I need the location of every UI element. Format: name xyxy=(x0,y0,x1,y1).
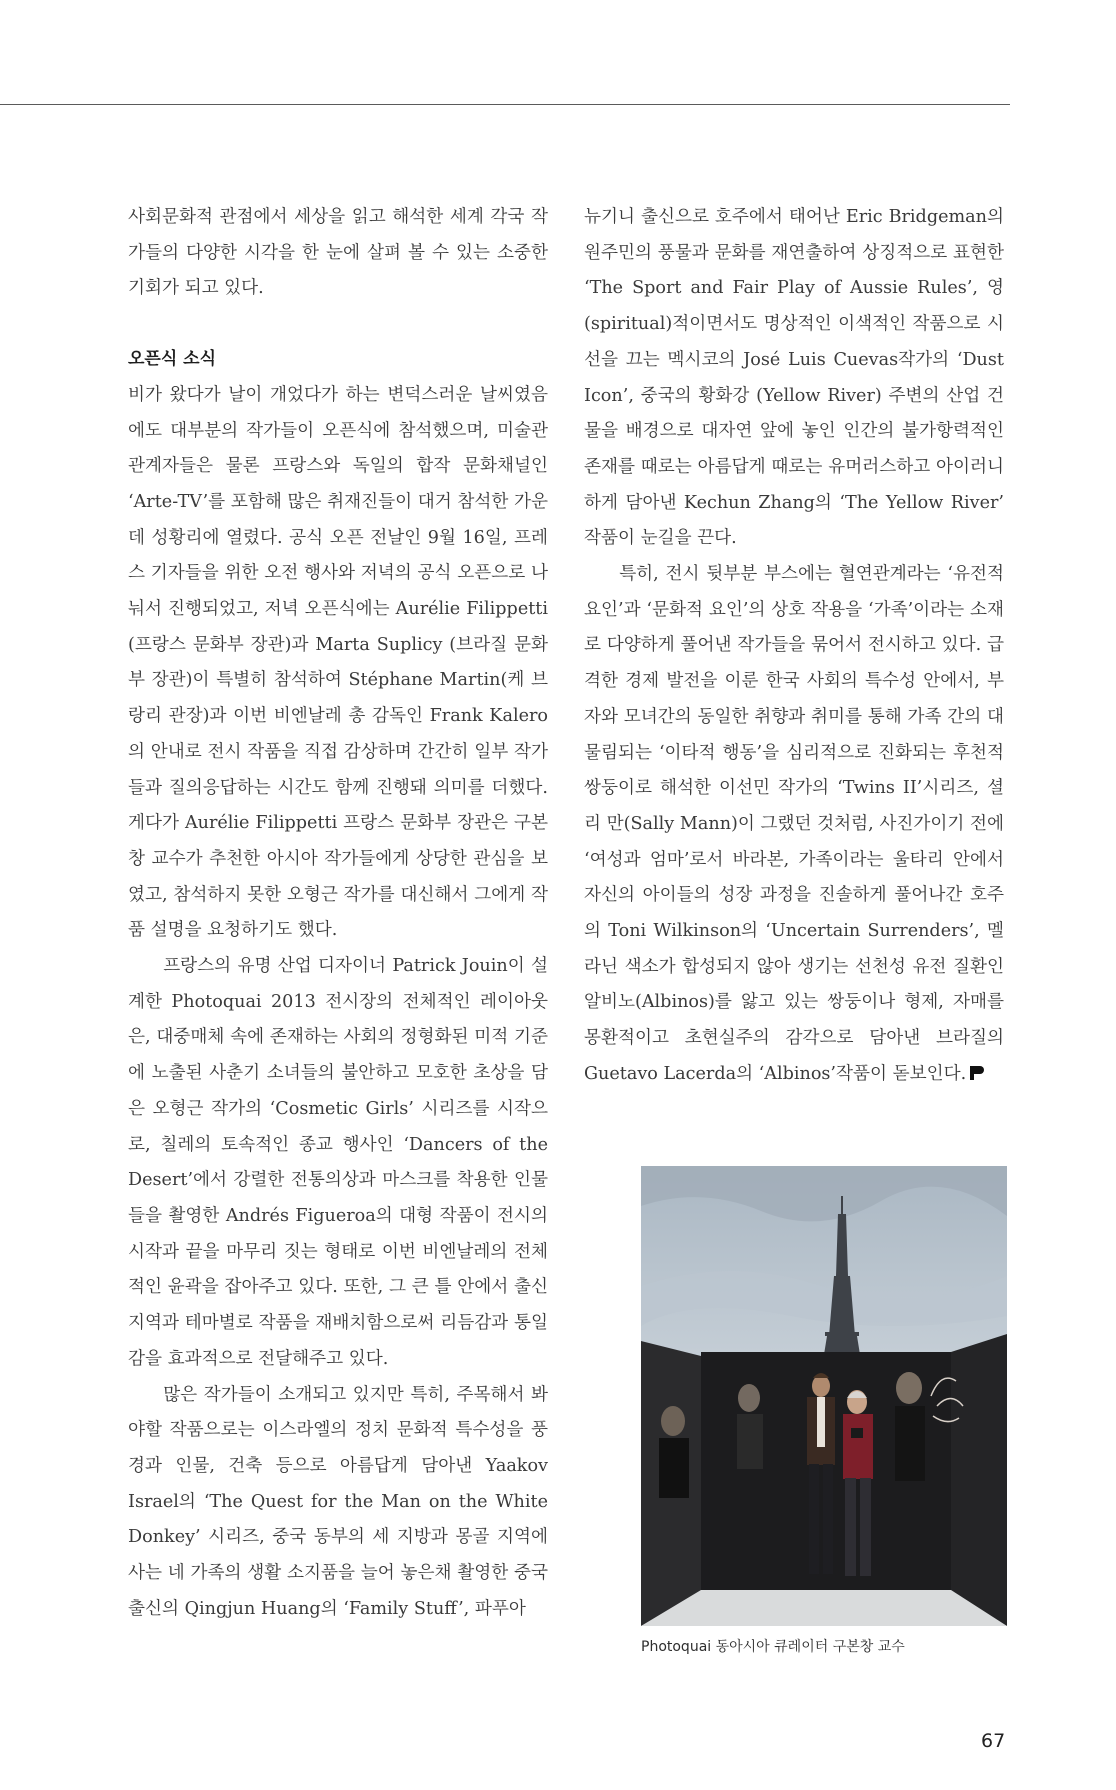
body-paragraph xyxy=(584,557,1004,1093)
article-end-icon xyxy=(970,1066,984,1080)
section-heading: 오픈식 소식 xyxy=(128,349,217,370)
body-paragraph-text: 특히, 전시 뒷부분 부스에는 혈연관계라는 ‘유전적 요인’과 ‘문화적 요인’의 상호 작용을 ‘가족’이라는 소재로 다양하게 풀어낸 작가들을 묶어서 전시하고 있다. 급격한 경제 발전을 이룬 한국 사회의 특수성 안에서, 부자와 모녀간의 동일한 취향과 취미를 통해 가족 간의 대물림되는 ‘이타적 행동’을 심리적으로 진화되는 후천적 쌍둥이로 해석한 이선민 작가의 ‘Twins II’시리즈, 셜리 만(Sally Mann)이 그랬던 것처럼, 사진가이기 전에 ‘여성과 엄마’로서 바라본, 가족이라는 울타리 안에서 자신의 아이들의 성장 과정을 진솔하게 풀어나간 호주의 Toni Wilkinson의 ‘Uncertain Surrenders’, 멜라닌 색소가 합성되지 않아 생기는 선천성 유전 질환인 알비노(Albinos)를 앓고 있는 쌍둥이나 형제, 자매를 몽환적이고 초현실주의 감각으로 담아낸 브라질의 Guetavo Lacerda의 ‘Albinos’작품이 돋보인다. xyxy=(584,564,1004,1084)
left-column xyxy=(128,200,548,1627)
exhibition-photo xyxy=(641,1166,1007,1626)
header-rule xyxy=(0,104,1010,105)
exhibition-photo-illustration xyxy=(641,1166,1007,1626)
body-paragraph: 비가 왔다가 날이 개었다가 하는 변덕스러운 날씨였음에도 대부분의 작가들이 오픈식에 참석했으며, 미술관 관계자들은 물론 프랑스와 독일의 합작 문화채널인 ‘Arte-TV’를 포함해 많은 취재진들이 대거 참석한 가운데 성황리에 열렸다. 공식 오픈 전날인 9월 16일, 프레스 기자들을 위한 오전 행사와 저녁의 공식 오픈으로 나눠서 진행되었고, 저녁 오픈식에는 Aurélie Filippetti (프랑스 문화부 장관)과 Marta Suplicy (브라질 문화부 장관)이 특별히 참석하여 Stéphane Martin(케 브랑리 관장)과 이번 비엔날레 총 감독인 Frank Kalero의 안내로 전시 작품을 직접 감상하며 간간히 일부 작가들과 질의응답하는 시간도 함께 진행돼 의미를 더했다. 게다가 Aurélie Filippetti 프랑스 문화부 장관은 구본창 교수가 추천한 아시아 작가들에게 상당한 관심을 보였고, 참석하지 못한 오형근 작가를 대신해서 그에게 작품 설명을 요청하기도 했다. xyxy=(128,384,548,941)
body-paragraph: 많은 작가들이 소개되고 있지만 특히, 주목해서 봐야할 작품으로는 이스라엘의 정치 문화적 특수성을 풍경과 인물, 건축 등으로 아름답게 담아낸 Yaakov Israel의 ‘The Quest for the Man on the White Donkey’ 시리즈, 중국 동부의 세 지방과 몽골 지역에 사는 네 가족의 생활 소지품을 늘어 놓은채 촬영한 중국 출신의 Qingjun Huang의 ‘Family Stuff’, 파푸아 xyxy=(128,1384,548,1619)
page-number: 67 xyxy=(981,1730,1006,1752)
photo-caption: Photoquai 동아시아 큐레이터 구본창 교수 xyxy=(641,1639,905,1655)
body-paragraph: 프랑스의 유명 산업 디자이너 Patrick Jouin이 설계한 Photoquai 2013 전시장의 전체적인 레이아웃은, 대중매체 속에 존재하는 사회의 정형화된 미적 기준에 노출된 사춘기 소녀들의 불안하고 모호한 초상을 담은 오형근 작가의 ‘Cosmetic Girls’ 시리즈를 시작으로, 칠레의 토속적인 종교 행사인 ‘Dancers of the Desert’에서 강렬한 전통의상과 마스크를 착용한 인물들을 촬영한 Andrés Figueroa의 대형 작품이 전시의 시작과 끝을 마무리 짓는 형태로 이번 비엔날레의 전체적인 윤곽을 잡아주고 있다. 또한, 그 큰 틀 안에서 출신 지역과 테마별로 작품을 재배치함으로써 리듬감과 통일감을 효과적으로 전달해주고 있다. xyxy=(128,956,548,1369)
body-paragraph: 뉴기니 출신으로 호주에서 태어난 Eric Bridgeman의 원주민의 풍물과 문화를 재연출하여 상징적으로 표현한 ‘The Sport and Fair Play of Aussie Rules’, 영(spiritual)적이면서도 명상적인 이색적인 작품으로 시선을 끄는 멕시코의 José Luis Cuevas작가의 ‘Dust Icon’, 중국의 황화강 (Yellow River) 주변의 산업 건물을 배경으로 대자연 앞에 놓인 인간의 불가항력적인 존재를 때로는 아름답게 때로는 유머러스하고 아이러니하게 담아낸 Kechun Zhang의 ‘The Yellow River’ 작품이 눈길을 끈다. xyxy=(584,207,1004,549)
intro-paragraph: 사회문화적 관점에서 세상을 읽고 해석한 세계 각국 작가들의 다양한 시각을 한 눈에 살펴 볼 수 있는 소중한 기회가 되고 있다. xyxy=(128,207,548,299)
right-column xyxy=(584,200,1004,1093)
